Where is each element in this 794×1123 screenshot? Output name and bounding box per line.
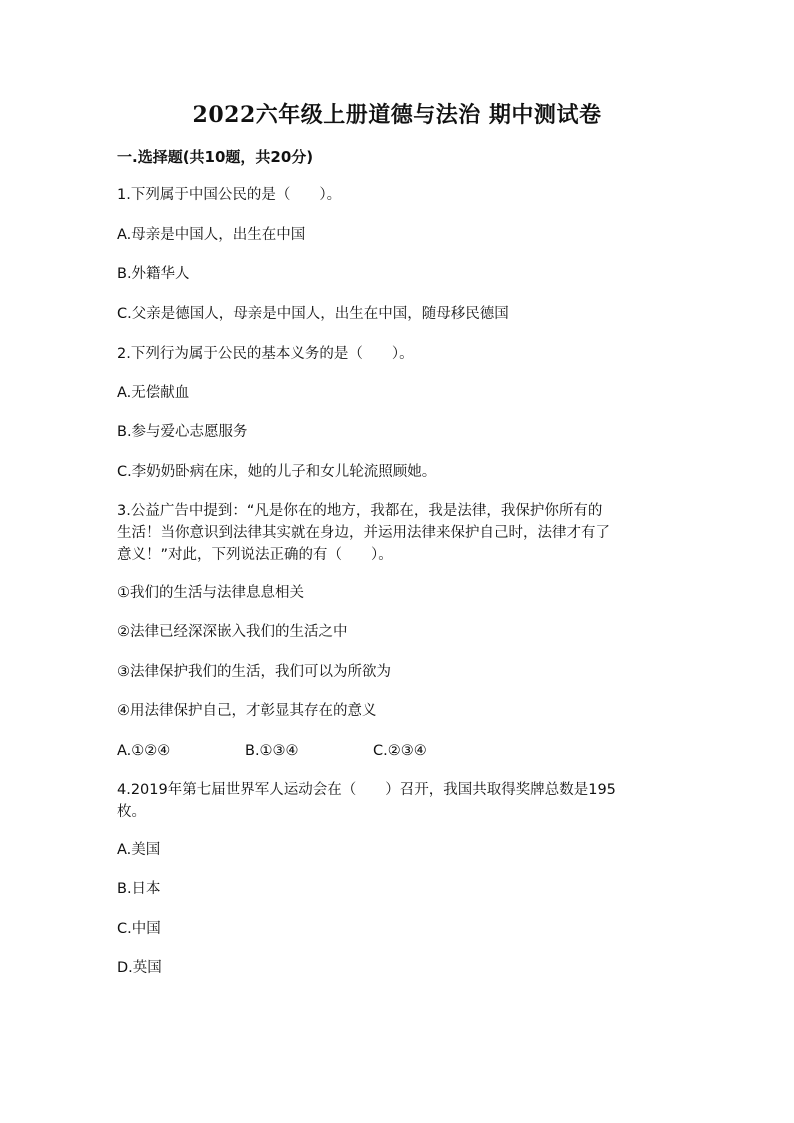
question-3-option-a: A.①②④ <box>117 743 171 759</box>
question-3-statement-4: ④用法律保护自己，才彰显其存在的意义 <box>117 703 377 719</box>
question-2-option-b: B.参与爱心志愿服务 <box>117 424 248 440</box>
question-3-option-c: C.②③④ <box>373 743 427 759</box>
exam-title: 2022六年级上册道德与法治 期中测试卷 <box>192 102 602 128</box>
question-3-options <box>117 740 501 762</box>
question-4-stem-line-1: 4.2019年第七届世界军人运动会在（ ）召开，我国共取得奖牌总数是195 <box>117 782 616 798</box>
question-4-stem-line-2: 枚。 <box>117 804 146 820</box>
question-2-option-a: A.无偿献血 <box>117 385 190 401</box>
question-1-option-a: A.母亲是中国人，出生在中国 <box>117 227 306 243</box>
question-3-stem-line-1: 3.公益广告中提到：“凡是你在的地方，我都在，我是法律，我保护你所有的 <box>117 503 603 519</box>
question-4-option-a: A.美国 <box>117 842 161 858</box>
question-3-statement-2: ②法律已经深深嵌入我们的生活之中 <box>117 624 348 640</box>
question-1-stem: 1.下列属于中国公民的是（ ）。 <box>117 187 342 203</box>
question-3-stem-line-2: 生活！当你意识到法律其实就在身边，并运用法律来保护自己时，法律才有了 <box>117 525 610 541</box>
question-4-option-c: C.中国 <box>117 921 161 937</box>
section-heading: 一.选择题(共10题，共20分) <box>117 148 314 166</box>
question-4-option-b: B.日本 <box>117 881 161 897</box>
question-4-option-d: D.英国 <box>117 960 162 976</box>
question-1-option-b: B.外籍华人 <box>117 266 190 282</box>
question-3-option-b: B.①③④ <box>245 743 299 759</box>
question-2-stem: 2.下列行为属于公民的基本义务的是（ ）。 <box>117 346 414 362</box>
question-2-option-c: C.李奶奶卧病在床，她的儿子和女儿轮流照顾她。 <box>117 464 437 480</box>
question-3-stem-line-3: 意义！”对此，下列说法正确的有（ ）。 <box>117 547 393 563</box>
question-3-statement-1: ①我们的生活与法律息息相关 <box>117 585 304 601</box>
question-1-option-c: C.父亲是德国人，母亲是中国人，出生在中国，随母移民德国 <box>117 306 509 322</box>
question-3-statement-3: ③法律保护我们的生活，我们可以为所欲为 <box>117 664 391 680</box>
